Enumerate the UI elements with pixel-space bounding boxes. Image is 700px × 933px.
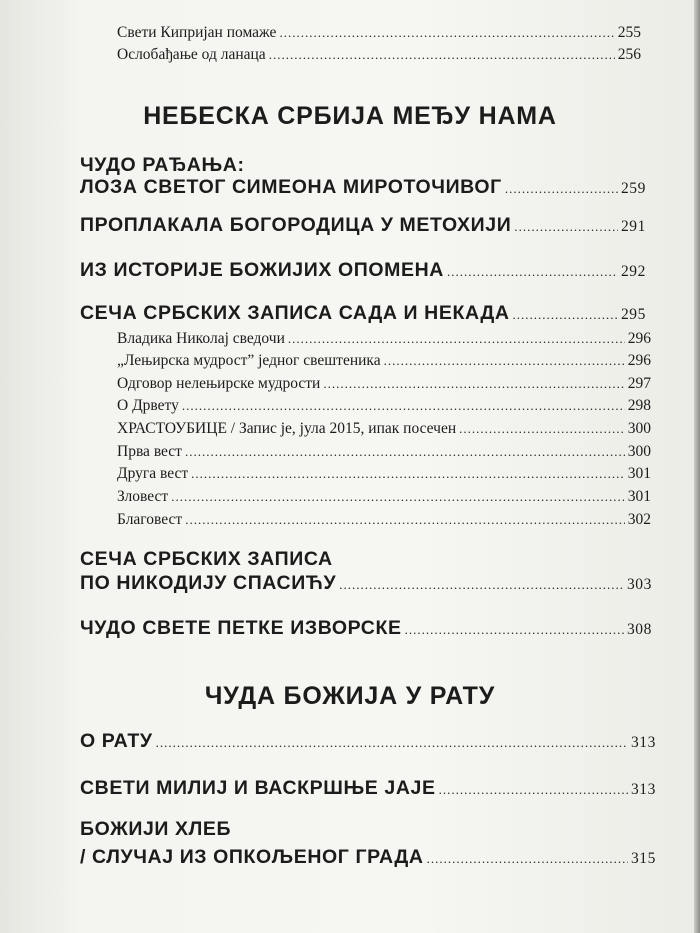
leader-dots (171, 489, 625, 505)
toc-entry-title: Зловест (117, 488, 169, 505)
leader-dots (427, 851, 628, 867)
leader-dots (288, 331, 625, 347)
toc-entry-page: 300 (627, 443, 651, 460)
toc-heading-page: 308 (626, 621, 652, 638)
toc-entry-page: 296 (627, 352, 651, 369)
toc-entry-title: Друга вест (117, 465, 189, 482)
leader-dots (279, 25, 614, 41)
toc-entry-page: 256 (617, 46, 641, 63)
leader-dots (191, 466, 625, 482)
toc-heading-page: 291 (620, 218, 646, 235)
toc-heading-page: 295 (620, 306, 646, 323)
toc-heading-title: СВЕТИ МИЛИЈ И ВАСКРШЊЕ ЈАЈЕ (80, 777, 436, 799)
toc-entry-title: Ослобађање од ланаца (117, 46, 266, 63)
toc-entry-title: Владика Николај сведочи (117, 330, 285, 347)
toc-heading (80, 214, 646, 237)
toc-heading (80, 777, 656, 800)
toc-heading-title: / СЛУЧАЈ ИЗ ОПКОЉЕНОГ ГРАДА (80, 846, 424, 868)
section-title: ЧУДА БОЖИЈА У РАТУ (204, 682, 496, 710)
toc-entry (117, 24, 641, 42)
toc-heading (80, 617, 652, 640)
toc-entry (117, 420, 651, 438)
toc-heading-page: 315 (630, 850, 656, 867)
toc-heading (80, 302, 646, 325)
toc-entry-page: 301 (627, 488, 651, 505)
toc-heading-line1: БОЖИЈИ ХЛЕБ (80, 818, 232, 840)
leader-dots (185, 444, 625, 460)
toc-entry (117, 46, 641, 64)
toc-entry (117, 375, 651, 393)
toc-heading-page: 313 (630, 734, 656, 751)
leader-dots (269, 47, 615, 63)
toc-heading-page: 313 (630, 781, 656, 798)
toc-entry-title: О Дрвету (117, 397, 179, 414)
toc-heading-title: ПРОПЛАКАЛА БОГОРОДИЦА У МЕТОХИЈИ (80, 214, 512, 236)
toc-entry (117, 488, 651, 506)
leader-dots (513, 307, 618, 323)
toc-heading (80, 259, 646, 282)
toc-heading-title: ЛОЗА СВЕТОГ СИМЕОНА МИРОТОЧИВОГ (80, 176, 502, 198)
toc-heading-title: СЕЧА СРБСКИХ ЗАПИСА САДА И НЕКАДА (80, 302, 510, 324)
toc-heading-page: 259 (620, 180, 646, 197)
leader-dots (459, 421, 625, 437)
toc-entry-page: 255 (617, 24, 641, 41)
toc-entry-title: Благовест (117, 511, 183, 528)
toc-heading-title: О РАТУ (80, 730, 153, 752)
leader-dots (405, 622, 624, 638)
leader-dots (156, 735, 628, 751)
toc-entry (117, 352, 651, 370)
toc-entry-page: 300 (627, 420, 651, 437)
toc-heading-line1: СЕЧА СРБСКИХ ЗАПИСА (80, 548, 333, 570)
toc-entry (117, 443, 651, 461)
toc-entry (117, 397, 651, 415)
toc-entry-page: 302 (627, 511, 651, 528)
toc-entry-title: „Лењирска мудрост” једног свештеника (117, 352, 381, 369)
toc-heading-page: 303 (626, 576, 652, 593)
toc-heading (80, 176, 646, 199)
leader-dots (339, 577, 624, 593)
section-title: НЕБЕСКА СРБИЈА МЕЂУ НАМА (143, 102, 557, 130)
leader-dots (384, 353, 625, 369)
leader-dots (505, 181, 618, 197)
leader-dots (439, 782, 628, 798)
toc-entry-page: 296 (627, 330, 651, 347)
toc-heading-title: ЧУДО СВЕТЕ ПЕТКЕ ИЗВОРСКЕ (80, 617, 402, 639)
toc-entry-title: Свети Кипријан помаже (117, 24, 277, 41)
toc-heading-line1: ЧУДО РАЂАЊА: (80, 154, 245, 176)
leader-dots (514, 219, 618, 235)
toc-entry-title: Одговор нелењирске мудрости (117, 375, 321, 392)
toc-heading (80, 846, 656, 869)
leader-dots (323, 376, 624, 392)
toc-heading-title: ПО НИКОДИЈУ СПАСИЋУ (80, 572, 337, 594)
leader-dots (182, 398, 625, 414)
toc-entry-page: 301 (627, 465, 651, 482)
toc-entry (117, 465, 651, 483)
toc-entry-title: Прва вест (117, 443, 182, 460)
toc-heading-page: 292 (620, 263, 646, 280)
toc-entry (117, 511, 651, 529)
leader-dots (185, 512, 625, 528)
page-edge-shadow (694, 0, 700, 933)
toc-entry-page: 298 (627, 397, 651, 414)
toc-entry-title: ХРАСТОУБИЦЕ / Запис је, јула 2015, ипак посечен (117, 420, 457, 437)
leader-dots (447, 264, 618, 280)
toc-heading (80, 572, 652, 595)
toc-entry (117, 330, 651, 348)
toc-heading-title: ИЗ ИСТОРИЈЕ БОЖИЈИХ ОПОМЕНА (80, 259, 444, 281)
toc-heading (80, 730, 656, 753)
toc-entry-page: 297 (627, 375, 651, 392)
